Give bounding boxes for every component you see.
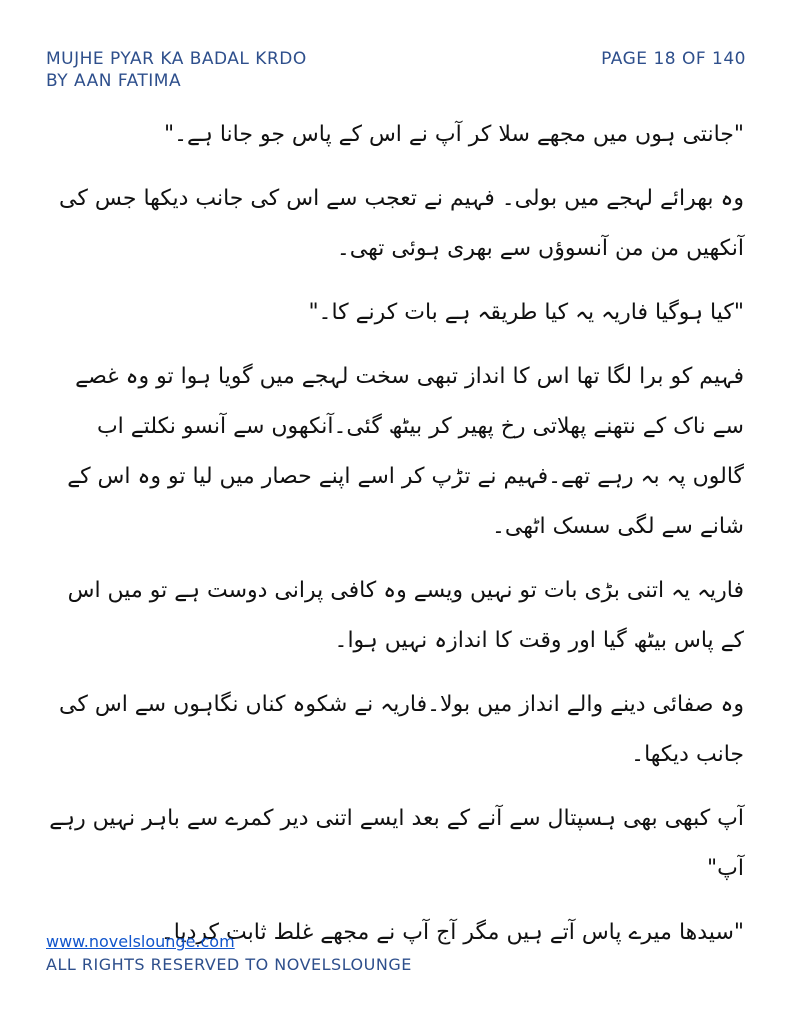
footer [46, 932, 412, 976]
paragraph: فاریہ یہ اتنی بڑی بات تو نہیں ویسے وہ کافی پرانی دوست ہے تو میں اس کے پاس بیٹھ گیا اور وقت کا اندازہ نہیں ہوا۔ [67, 578, 744, 653]
paragraph: "جانتی ہوں میں مجھے سلا کر آپ نے اس کے پاس جو جانا ہے۔" [164, 122, 744, 147]
story-text [48, 110, 744, 972]
paragraph: "کیا ہوگیا فاریہ یہ کیا طریقہ ہے بات کرنے کا۔" [308, 300, 744, 325]
paragraph: فہیم کو برا لگا تھا اس کا انداز تبھی سخت لہجے میں گویا ہوا تو وہ غصے سے ناک کے نتھنے پھلاتی رخ پھیر کر بیٹھ گئی۔آنکھوں سے آنسو نکلتے اب گالوں پہ بہ رہے تھے۔فہیم نے تڑپ کر اسے اپنے حصار میں لیا تو وہ اس کے شانے سے لگی سسک اٹھی۔ [67, 364, 744, 539]
paragraph: وہ صفائی دینے والے انداز میں بولا۔فاریہ نے شکوہ کناں نگاہوں سے اس کی جانب دیکھا۔ [59, 692, 744, 767]
paragraph: "سیدھا میرے پاس آتے ہیں مگر آج آپ نے مجھے غلط ثابت کردیا۔ [160, 920, 744, 945]
website-link[interactable]: www.novelslounge.com [46, 932, 235, 951]
page-number: PAGE 18 OF 140 [601, 49, 746, 69]
paragraph: وہ بھرائے لہجے میں بولی۔ فہیم نے تعجب سے اس کی جانب دیکھا جس کی آنکھیں من من آنسوؤں سے بھری ہوئی تھی۔ [59, 186, 744, 261]
book-title: MUJHE PYAR KA BADAL KRDO [46, 49, 307, 69]
header-book-info [46, 48, 307, 92]
paragraph: آپ کبھی بھی ہسپتال سے آنے کے بعد ایسے اتنی دیر کمرے سے باہر نہیں رہے آپ" [49, 806, 744, 881]
rights-notice: ALL RIGHTS RESERVED TO NOVELSLOUNGE [46, 955, 412, 974]
book-author: BY AAN FATIMA [46, 71, 182, 91]
